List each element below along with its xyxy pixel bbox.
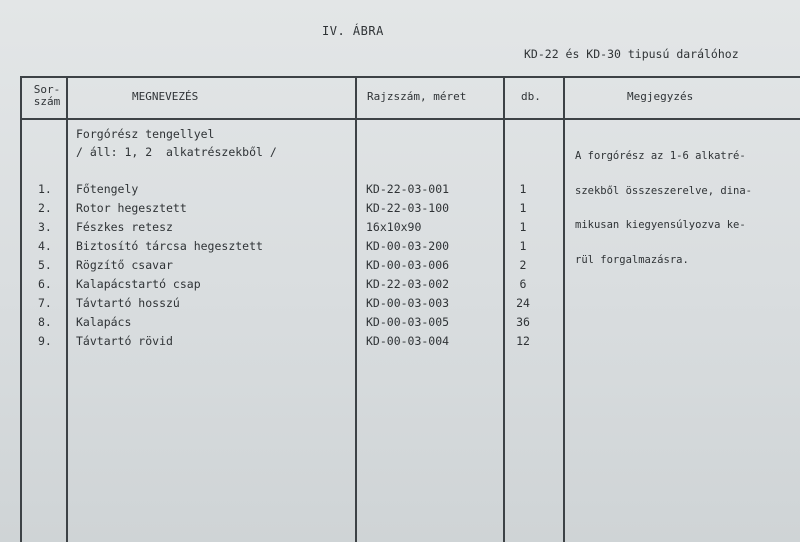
row-name: Főtengely — [76, 182, 139, 196]
column-divider-db — [563, 76, 565, 542]
row-quantity: 1 — [519, 201, 527, 215]
row-drawing-number: KD-00-03-200 — [366, 239, 450, 253]
row-number: 4. — [38, 239, 52, 253]
row-name: Távtartó rövid — [76, 334, 173, 348]
remark-line-1: A forgórész az 1-6 alkatré- — [575, 150, 746, 162]
remark-line-3: mikusan kiegyensúlyozva ke- — [575, 219, 746, 231]
row-quantity: 1 — [519, 220, 527, 234]
header-sorszam — [30, 84, 64, 108]
header-rajzszam: Rajzszám, méret — [367, 90, 467, 103]
header-megnevezes: MEGNEVEZÉS — [132, 90, 199, 103]
row-quantity: 12 — [516, 334, 530, 348]
column-divider-megnevezes — [355, 76, 357, 542]
row-name: Fészkes retesz — [76, 220, 173, 234]
row-number: 9. — [38, 334, 52, 348]
column-divider-sorszam — [66, 76, 68, 542]
row-quantity: 24 — [516, 296, 530, 310]
row-number: 8. — [38, 315, 52, 329]
remark-line-4: rül forgalmazásra. — [575, 253, 689, 266]
header-megjegyzes: Megjegyzés — [627, 90, 694, 103]
document-subtitle: KD-22 és KD-30 tipusú darálóhoz — [524, 47, 739, 61]
row-name: Rotor hegesztett — [76, 201, 187, 215]
row-name: Távtartó hosszú — [76, 296, 180, 310]
table-left-border — [20, 76, 22, 542]
row-drawing-number: KD-00-03-004 — [366, 334, 450, 348]
row-quantity: 1 — [519, 239, 527, 253]
row-number: 5. — [38, 258, 52, 272]
assembly-title: Forgórész tengellyel — [76, 127, 215, 141]
row-drawing-number: KD-22-03-001 — [366, 182, 450, 196]
header-db: db. — [521, 90, 541, 103]
header-sorszam-line1: Sor- — [33, 83, 61, 96]
row-drawing-number: KD-00-03-006 — [366, 258, 450, 272]
remark-note — [575, 128, 752, 289]
row-drawing-number: KD-22-03-002 — [366, 277, 450, 291]
row-number: 7. — [38, 296, 52, 310]
row-quantity: 6 — [519, 277, 527, 291]
header-sorszam-line2: szám — [33, 95, 61, 108]
row-name: Biztosító tárcsa hegesztett — [76, 239, 263, 253]
row-name: Rögzítő csavar — [76, 258, 173, 272]
row-quantity: 1 — [519, 182, 527, 196]
row-name: Kalapács — [76, 315, 132, 329]
row-quantity: 36 — [516, 315, 530, 329]
header-bottom-border — [20, 118, 800, 120]
row-drawing-number: KD-00-03-005 — [366, 315, 450, 329]
row-number: 1. — [38, 182, 52, 196]
table-top-border — [20, 76, 800, 78]
row-drawing-number: KD-22-03-100 — [366, 201, 450, 215]
row-drawing-number: 16x10x90 — [366, 220, 422, 234]
assembly-composition: / áll: 1, 2 alkatrészekből / — [76, 145, 277, 159]
row-quantity: 2 — [519, 258, 527, 272]
figure-title: IV. ÁBRA — [322, 24, 384, 38]
row-name: Kalapácstartó csap — [76, 277, 201, 291]
row-number: 3. — [38, 220, 52, 234]
row-number: 2. — [38, 201, 52, 215]
remark-line-2: szekből összeszerelve, dina- — [575, 184, 753, 197]
row-drawing-number: KD-00-03-003 — [366, 296, 450, 310]
row-number: 6. — [38, 277, 52, 291]
